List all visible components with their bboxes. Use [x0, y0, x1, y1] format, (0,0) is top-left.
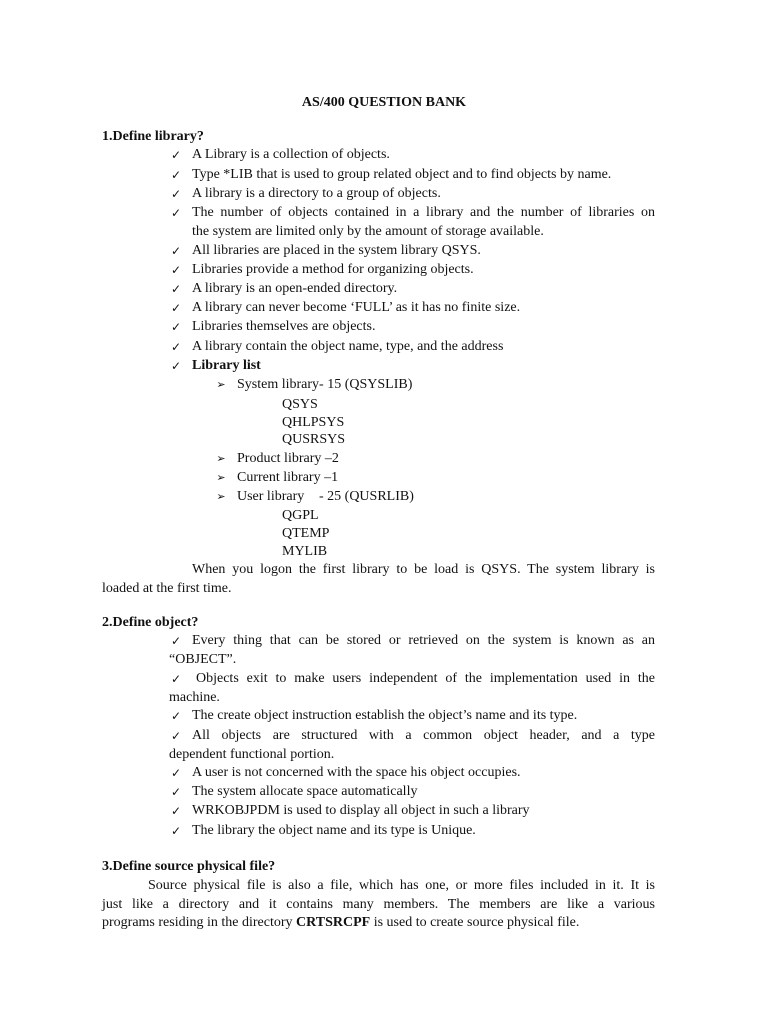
check-icon: ✓ — [170, 634, 182, 648]
check-icon: ✓ — [170, 244, 182, 258]
check-icon: ✓ — [170, 320, 182, 334]
list-item: Objects exit to make users independent of the implementation used in the — [196, 671, 655, 686]
arrow-bullet-icon: ➢ — [216, 378, 226, 391]
check-icon: ✓ — [170, 263, 182, 277]
q1-note-line: When you logon the first library to be load is QSYS. The system library is — [192, 562, 655, 577]
system-library-item: System library- 15 (QSYSLIB) — [237, 377, 413, 392]
page-title: AS/400 QUESTION BANK — [301, 95, 467, 110]
list-item: All objects are structured with a common object header, and a type — [192, 728, 655, 743]
list-item-continuation: machine. — [169, 690, 220, 705]
check-icon: ✓ — [170, 672, 182, 686]
library-list-heading: Library list — [192, 358, 261, 373]
check-icon: ✓ — [170, 206, 182, 220]
q3-paragraph-line: Source physical file is also a file, which has one, or more files included in it. It is — [148, 878, 655, 893]
check-icon: ✓ — [170, 785, 182, 799]
user-library-name: QGPL — [282, 508, 319, 523]
list-item: A library contain the object name, type, and the address — [192, 339, 504, 354]
list-item: A library is an open-ended directory. — [192, 281, 398, 296]
check-icon: ✓ — [170, 709, 182, 723]
check-icon: ✓ — [170, 282, 182, 296]
q2-heading: 2.Define object? — [102, 615, 199, 630]
q1-heading: 1.Define library? — [102, 129, 204, 144]
check-icon: ✓ — [170, 148, 182, 162]
user-library-name: MYLIB — [282, 544, 328, 559]
list-item: Type *LIB that is used to group related object and to find objects by name. — [192, 167, 612, 182]
check-icon: ✓ — [170, 359, 182, 373]
list-item: All libraries are placed in the system library QSYS. — [192, 243, 481, 258]
q3-paragraph-line — [102, 914, 579, 932]
user-library-name: QTEMP — [282, 526, 330, 541]
list-item: A user is not concerned with the space his object occupies. — [192, 765, 521, 780]
q3-paragraph-line: just like a directory and it contains many members. The members are like a various — [102, 897, 655, 912]
list-item: Libraries themselves are objects. — [192, 319, 376, 334]
arrow-bullet-icon: ➢ — [216, 490, 226, 503]
q1-note-line: loaded at the first time. — [102, 581, 232, 596]
list-item: WRKOBJPDM is used to display all object in such a library — [192, 803, 530, 818]
check-icon: ✓ — [170, 168, 182, 182]
check-icon: ✓ — [170, 804, 182, 818]
list-item: The number of objects contained in a library and the number of libraries on — [192, 205, 655, 220]
q3-text: programs residing in the directory — [102, 915, 297, 930]
check-icon: ✓ — [170, 766, 182, 780]
check-icon: ✓ — [170, 824, 182, 838]
check-icon: ✓ — [170, 729, 182, 743]
check-icon: ✓ — [170, 340, 182, 354]
list-item-continuation: dependent functional portion. — [169, 747, 335, 762]
list-item-continuation: “OBJECT”. — [169, 652, 237, 667]
arrow-bullet-icon: ➢ — [216, 452, 226, 465]
q3-heading: 3.Define source physical file? — [102, 859, 276, 874]
check-icon: ✓ — [170, 301, 182, 315]
q3-text: is used to create source physical file. — [370, 915, 580, 930]
list-item: The system allocate space automatically — [192, 784, 418, 799]
list-item: Every thing that can be stored or retrieved on the system is known as an — [192, 633, 655, 648]
arrow-bullet-icon: ➢ — [216, 471, 226, 484]
system-library-name: QHLPSYS — [282, 415, 345, 430]
list-item: Libraries provide a method for organizing objects. — [192, 262, 474, 277]
list-item: The create object instruction establish the object’s name and its type. — [192, 708, 578, 723]
crtsrcpf-command: CRTSRCPF — [296, 915, 371, 930]
user-library-count: - 25 (QUSRLIB) — [319, 489, 414, 504]
list-item: A Library is a collection of objects. — [192, 147, 390, 162]
user-library-item: User library — [237, 489, 305, 504]
check-icon: ✓ — [170, 187, 182, 201]
list-item: A library can never become ‘FULL’ as it has no finite size. — [192, 300, 521, 315]
list-item-continuation: the system are limited only by the amount of storage available. — [192, 224, 544, 239]
list-item: The library the object name and its type is Unique. — [192, 823, 476, 838]
product-library-item: Product library –2 — [237, 451, 339, 466]
system-library-name: QUSRSYS — [282, 432, 346, 447]
system-library-name: QSYS — [282, 397, 318, 412]
current-library-item: Current library –1 — [237, 470, 339, 485]
list-item: A library is a directory to a group of objects. — [192, 186, 441, 201]
